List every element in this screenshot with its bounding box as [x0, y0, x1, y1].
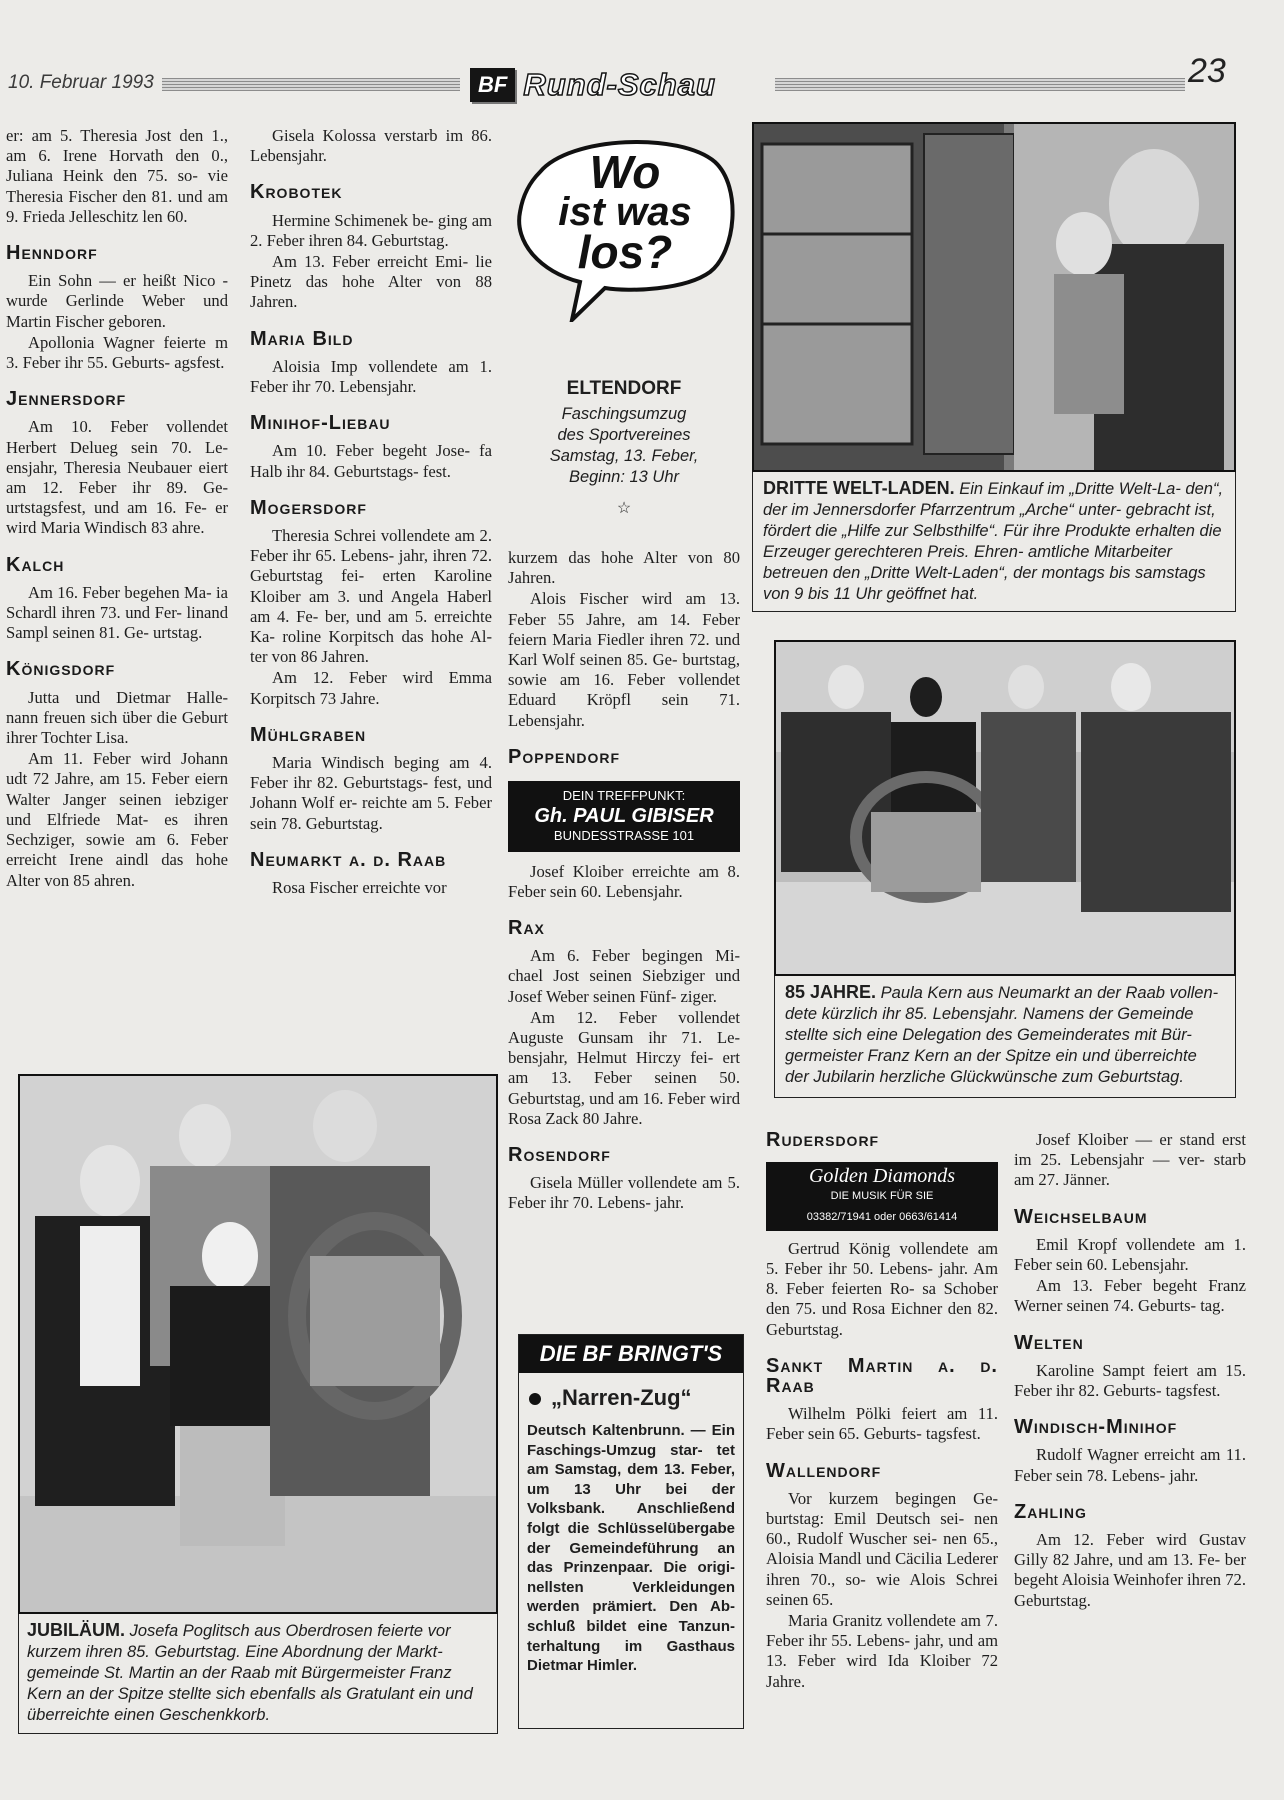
column-1	[6, 126, 228, 892]
caption1-text: Ein Einkauf im „Dritte Welt-La- den“, der im Jennersdorfer Pfarrzentrum „Arche“ unter- gebracht ist, fördert die „Hilfe zur Selbsthilfe“. Für ihre Produkte erhalten die Erzeuger gerechteren Preis. Ehren- amtliche Mitarbeiter betreuen den „Dritte Welt-Laden“, der montags bis samstags von 9 bis 11 Uhr geöffnet hat.	[763, 480, 1224, 603]
col5-p2b: Am 13. Feber begeht Franz Werner seinen 74. Geburts- tag.	[1014, 1276, 1246, 1316]
ad1-line-3: BUNDESSTRASSE 101	[553, 828, 695, 844]
col4-p1a: Gertrud König vollendete am 5. Feber ihr 50. Lebens- jahr. Am 8. Feber feierten Ro- sa Schober den 75. und Rosa Eichner den 82. Geburtstag.	[766, 1238, 998, 1339]
caption2-text: Paula Kern aus Neumarkt an der Raab vollen- dete kürzlich ihr 85. Lebensjahr. Namens der Gemeinde stellte sich eine Delegation des Gemeinderates mit Bür- germeister Franz Kern an der Spitze ein und überreichte der Jubilarin herzliche Glückwünsche zum Geburtstag.	[785, 984, 1219, 1086]
caption-jubilaeum	[18, 1614, 498, 1734]
bubble-line-3: los?	[577, 226, 673, 278]
photo-group-standing	[20, 1076, 498, 1614]
col2-p6: Rosa Fischer erreichte vor	[272, 878, 447, 898]
event-line-1: Faschingsumzug	[561, 405, 687, 423]
heading-welten: Welten	[1014, 1331, 1246, 1353]
caption2-bold: 85 JAHRE.	[785, 982, 877, 1002]
heading-krobotek: Krobotek	[250, 180, 492, 202]
col4-p2: Wilhelm Pölki feiert am 11. Feber sein 65. Geburts- tagsfest.	[766, 1404, 998, 1444]
speech-bubble	[510, 132, 738, 322]
caption1-bold: DRITTE WELT-LADEN.	[763, 478, 955, 498]
caption3-text: Josefa Poglitsch aus Oberdrosen feierte vor kurzem ihren 85. Geburtstag. Eine Abordnung der Markt- gemeinde St. Martin an der Raab mit Bürgermeister Franz Kern an der Spitze stellte sich ebenfalls als Gratulant ein und überreichte einen Geschenkkorb.	[27, 1622, 473, 1724]
col1-p4b: Am 11. Feber wird Johann udt 72 Jahre, am 15. Feber eiern Walter Janger seinen iebziger und Elfriede Mat- es ihren Sechziger, sowie am 6. Feber erreicht Irene aindl das hohe Alter von 85 ahren.	[6, 749, 228, 890]
heading-sankt-martin: Sankt Martin a. d. Raab	[766, 1354, 998, 1398]
bubble-line-1: Wo	[589, 146, 661, 198]
col1-p1b: Apollonia Wagner feierte m 3. Feber ihr 55. Geburts- agsfest.	[6, 332, 228, 373]
photo-85-jahre	[774, 640, 1236, 976]
heading-mogersdorf: Mogersdorf	[250, 496, 492, 518]
col2-p4a: Theresia Schrei vollendete am 2. Feber ihr 65. Lebens- jahr, ihren 72. Geburtstag fei- erten Karoline Kloiber am 3. und Angela Haberl am 4. Fe- ber, und am 5. erreichte Ka- roline Korpitsch das hohe Al- ter von 86 Jahren.	[250, 526, 492, 667]
col5-p5: Am 12. Feber wird Gustav Gilly 82 Jahre, und am 13. Fe- ber begeht Aloisia Weinhofer ihren 72. Geburtstag.	[1014, 1530, 1246, 1610]
ad1-line-2: Gh. PAUL GIBISER	[534, 805, 714, 828]
col1-p3: Am 16. Feber begehen Ma- ia Schardl ihren 73. und Fer- linand Sampl seinen 81. Ge- urtstag.	[6, 582, 228, 643]
col3-p3a: Am 6. Feber begingen Mi- chael Jost seinen Siebziger und Josef Weber seinen Fünf- ziger.	[508, 946, 740, 1006]
heading-wallendorf: Wallendorf	[766, 1459, 998, 1481]
photo-jubilaeum	[18, 1074, 498, 1614]
col2-p4b: Am 12. Feber wird Emma Korpitsch 73 Jahre.	[250, 668, 492, 708]
col4-p3b: Maria Granitz vollendete am 7. Feber ihr 55. Lebens- jahr, und am 13. Feber wird Ida Kloiber 72 Jahre.	[766, 1611, 998, 1691]
ad2-line-1: Golden Diamonds	[808, 1165, 956, 1188]
col5-p3: Karoline Sampt feiert am 15. Feber ihr 82. Geburts- tagsfest.	[1014, 1360, 1246, 1401]
heading-rax: Rax	[508, 916, 740, 938]
event-notice	[516, 378, 732, 518]
column-2	[250, 126, 492, 899]
section-title: Rund-Schau	[523, 67, 716, 102]
bubble-line-2: ist was	[558, 190, 692, 234]
col2-p1a: Hermine Schimenek be- ging am 2. Feber ihren 84. Geburtstag.	[250, 210, 492, 250]
photo-dritte-welt-laden	[752, 122, 1236, 472]
heading-neumarkt: Neumarkt a. d. Raab	[250, 848, 492, 870]
heading-rosendorf: Rosendorf	[508, 1143, 740, 1165]
ad2-line-3: 03382/71941 oder 0663/61414	[806, 1210, 958, 1223]
col1-p1a: Ein Sohn — er heißt Nico - wurde Gerlinde Weber und Martin Fischer geboren.	[6, 271, 228, 331]
heading-poppendorf: Poppendorf	[508, 745, 740, 767]
heading-kalch: Kalch	[6, 553, 228, 575]
col2-p5: Maria Windisch beging am 4. Feber ihr 82. Geburtstags- fest, und Johann Wolf er- reichte am 5. Feber sein 78. Geburtstag.	[250, 753, 492, 833]
heading-jennersdorf: Jennersdorf	[6, 387, 228, 409]
heading-muehlgraben: Mühlgraben	[250, 723, 492, 745]
caption-dritte-welt-laden	[752, 472, 1236, 612]
event-place: ELTENDORF	[566, 378, 682, 399]
header-rule-right	[775, 78, 1185, 91]
heading-henndorf: Henndorf	[6, 241, 228, 263]
ad-golden-diamonds	[766, 1162, 998, 1231]
bullet-icon	[529, 1393, 541, 1405]
bringts-text: Deutsch Kaltenbrunn. — Ein Faschings-Umzug star- tet am Samstag, dem 13. Feber, um 13 Uhr bei der Volksbank. Anschließend folgt die Schlüsselübergabe der Gemeindeführung an das Prinzenpaar. Die origi- nellsten Verkleidungen werden prämiert. Den Ab- schluß bildet eine Tanzun- terhaltung im Gasthaus Dietmar Himler.	[527, 1422, 735, 1675]
ad2-line-2: DIE MUSIK FÜR SIE	[830, 1190, 934, 1203]
heading-minihof-liebau: Minihof-Liebau	[250, 411, 492, 433]
col5-p4: Rudolf Wagner erreicht am 11. Feber sein 78. Lebens- jahr.	[1014, 1445, 1246, 1485]
star-icon: ☆	[616, 500, 632, 517]
bringts-title: „Narren-Zug“	[529, 1385, 735, 1411]
bf-bringts-box	[518, 1334, 744, 1729]
event-line-3: Samstag, 13. Feber,	[549, 447, 699, 465]
heading-koenigsdorf: Königsdorf	[6, 657, 228, 679]
col1-intro: er: am 5. Theresia Jost den 1., am 6. Irene Horvath den 0., Juliana Heink den 75. so- vie Theresia Fischer den 81. und am 9. Frieda Jelleschitz len 60.	[6, 126, 228, 226]
bf-logo-badge: BF	[470, 68, 515, 102]
ad-paul-gibiser	[508, 781, 740, 852]
heading-maria-bild: Maria Bild	[250, 327, 492, 349]
bubble-text	[530, 146, 720, 278]
photo-shop-interior	[754, 124, 1236, 472]
col3-p2: Josef Kloiber erreichte am 8. Feber sein 60. Lebensjahr.	[508, 861, 740, 901]
caption-85-jahre	[774, 976, 1236, 1098]
col3-p4: Gisela Müller vollendete am 5. Feber ihr 70. Lebens- jahr.	[508, 1173, 740, 1213]
col3-p1a: kurzem das hohe Alter von 80 Jahren.	[508, 548, 740, 588]
col3-p3b: Am 12. Feber vollendet Auguste Gunsam ihr 71. Le- bensjahr, Helmut Hirczy fei- ert am 13. Feber seinen 50. Geburtstag, und am 16. Feber wird Rosa Zack 80 Jahre.	[508, 1007, 740, 1128]
column-5	[1014, 1130, 1246, 1612]
event-line-2: des Sportvereines	[557, 426, 691, 444]
ad1-line-1: DEIN TREFFPUNKT:	[562, 788, 686, 804]
heading-windisch-minihof: Windisch-Minihof	[1014, 1415, 1246, 1437]
heading-weichselbaum: Weichselbaum	[1014, 1205, 1246, 1227]
heading-rudersdorf: Rudersdorf	[766, 1128, 998, 1150]
issue-date: 10. Februar 1993	[8, 72, 154, 93]
column-4	[766, 1124, 998, 1693]
bringts-banner: DIE BF BRINGT'S	[519, 1335, 743, 1373]
col2-p1b: Am 13. Feber erreicht Emi- lie Pinetz das hohe Alter von 88 Jahren.	[250, 252, 492, 312]
col1-p2: Am 10. Feber vollendet Herbert Delueg sein 70. Le- ensjahr, Theresia Neubauer eiert am 12. Feber ihr 89. Ge- urtstagsfest, und am 16. Fe- er wird Maria Windisch 83 ahre.	[6, 417, 228, 538]
masthead-logo	[470, 66, 770, 104]
col1-p4a: Jutta und Dietmar Halle- nann freuen sich über die Geburt ihrer Tochter Lisa.	[6, 687, 228, 748]
col5-p1: Josef Kloiber — er stand erst im 25. Lebensjahr — ver- starb am 27. Jänner.	[1014, 1130, 1246, 1190]
col2-p2: Aloisia Imp vollendete am 1. Feber ihr 70. Lebensjahr.	[250, 356, 492, 397]
col2-p3: Am 10. Feber begeht Jose- fa Halb ihr 84. Geburtstags- fest.	[250, 441, 492, 481]
col4-p3a: Vor kurzem begingen Ge- burtstag: Emil Deutsch sei- nen 60., Rudolf Wuscher sei- nen 65., Aloisia Mandl und Cäcilia Lederer ihren 70., so- wie Alois Schrei seinen 65.	[766, 1488, 998, 1609]
header-rule-left	[162, 78, 460, 91]
column-3	[508, 548, 740, 1215]
page-number: 23	[1188, 52, 1226, 90]
photo-group-seated	[776, 642, 1236, 976]
caption3-bold: JUBILÄUM.	[27, 1620, 125, 1640]
heading-zahling: Zahling	[1014, 1500, 1246, 1522]
col5-p2a: Emil Kropf vollendete am 1. Feber sein 60. Lebensjahr.	[1014, 1234, 1246, 1275]
event-line-4: Beginn: 13 Uhr	[568, 468, 680, 486]
col3-p1b: Alois Fischer wird am 13. Feber 55 Jahre, am 14. Feber feiern Maria Fiedler ihren 72. und Karl Wolf seinen 85. Ge- burtstag, sowie am 16. Feber vollendet Eduard Kröpfl sein 71. Lebensjahr.	[508, 589, 740, 730]
col2-intro: Gisela Kolossa verstarb im 86. Lebensjahr.	[250, 126, 492, 166]
